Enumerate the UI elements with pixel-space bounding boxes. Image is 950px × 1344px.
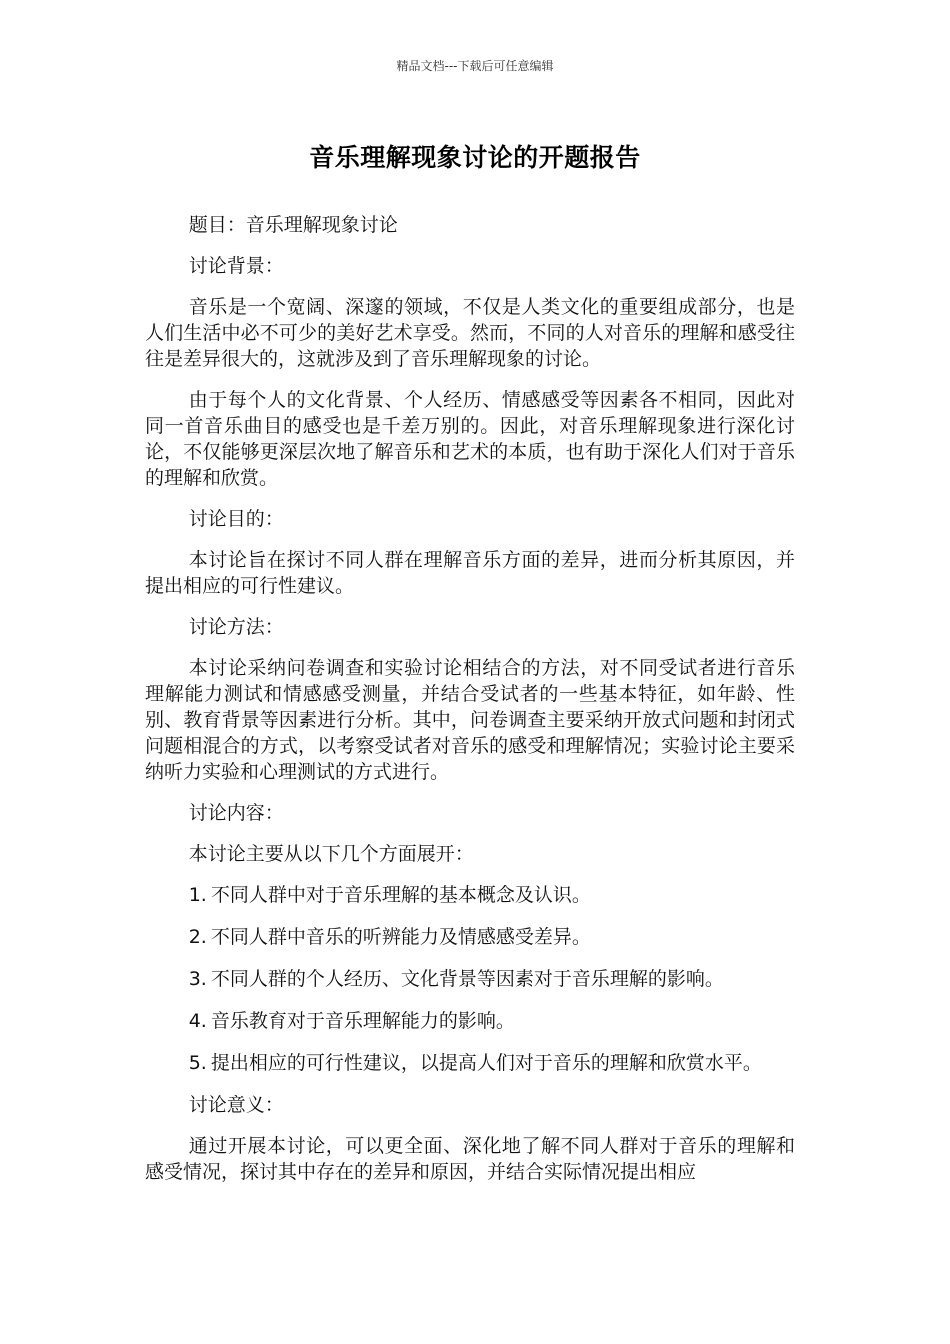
content-label: 讨论内容： [188, 802, 284, 824]
list-item-number: 2. [188, 926, 207, 948]
background-paragraph-2: 由于每个人的文化背景、个人经历、情感感受等因素各不相同，因此对同一首音乐曲目的感受也是千差万别的。因此，对音乐理解现象进行深化讨论，不仅能够更深层次地了解音乐和艺术的本质，也有助于深化人们对于音乐的理解和欣赏。 [145, 389, 795, 489]
document-body [145, 212, 795, 1200]
list-item-text: 提出相应的可行性建议，以提高人们对于音乐的理解和欣赏水平。 [210, 1052, 762, 1074]
background-label: 讨论背景： [188, 255, 284, 277]
purpose-label: 讨论目的： [188, 508, 284, 530]
list-item [145, 924, 795, 950]
list-item-text: 不同人群中对于音乐理解的基本概念及认识。 [210, 884, 591, 906]
list-item [145, 1050, 795, 1076]
background-paragraph-1: 音乐是一个宽阔、深邃的领域，不仅是人类文化的重要组成部分，也是人们生活中必不可少的美好艺术享受。然而，不同的人对音乐的理解和感受往往是差异很大的，这就涉及到了音乐理解现象的讨论。 [145, 296, 795, 370]
method-label: 讨论方法： [188, 616, 284, 638]
significance-label: 讨论意义： [188, 1094, 284, 1116]
list-item [145, 882, 795, 908]
significance-paragraph: 通过开展本讨论，可以更全面、深化地了解不同人群对于音乐的理解和感受情况，探讨其中存在的差异和原因，并结合实际情况提出相应 [145, 1135, 795, 1183]
list-item [145, 966, 795, 992]
list-item-text: 音乐教育对于音乐理解能力的影响。 [210, 1010, 515, 1032]
method-paragraph: 本讨论采纳问卷调查和实验讨论相结合的方法，对不同受试者进行音乐理解能力测试和情感感受测量，并结合受试者的一些基本特征，如年龄、性别、教育背景等因素进行分析。其中，问卷调查主要采纳开放式问题和封闭式问题相混合的方式，以考察受试者对音乐的感受和理解情况；实验讨论主要采纳听力实验和心理测试的方式进行。 [145, 657, 795, 783]
list-item-text: 不同人群的个人经历、文化背景等因素对于音乐理解的影响。 [210, 968, 724, 990]
list-item [145, 1008, 795, 1034]
list-item-number: 5. [188, 1052, 207, 1074]
list-item-number: 1. [188, 884, 207, 906]
list-item-text: 不同人群中音乐的听辨能力及情感感受差异。 [210, 926, 591, 948]
header-note: 精品文档---下载后可任意编辑 [396, 59, 554, 73]
page-title: 音乐理解现象讨论的开题报告 [309, 143, 641, 172]
content-intro: 本讨论主要从以下几个方面展开： [188, 843, 474, 865]
content-list [145, 882, 795, 1076]
list-item-number: 3. [188, 968, 207, 990]
purpose-paragraph: 本讨论旨在探讨不同人群在理解音乐方面的差异，进而分析其原因，并提出相应的可行性建议。 [145, 549, 795, 597]
list-item-number: 4. [188, 1010, 207, 1032]
topic-line: 题目：音乐理解现象讨论 [188, 214, 398, 236]
